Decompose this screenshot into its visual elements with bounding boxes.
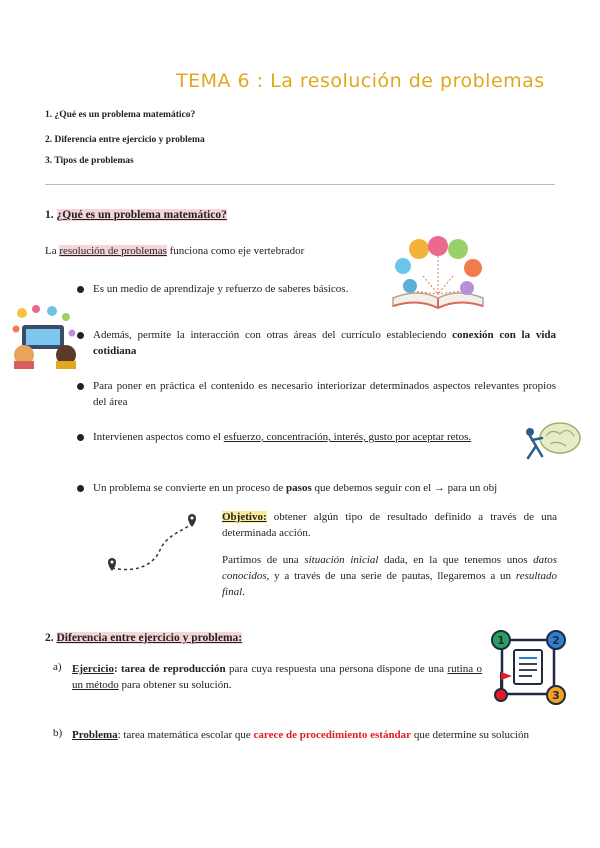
steps-icon <box>488 628 570 708</box>
ejercicio-text-1: para cuya respuesta una persona dispone de una <box>225 663 448 675</box>
path-illustration <box>100 512 210 582</box>
bullet-5-bold: pasos <box>286 482 312 494</box>
partimos-paragraph <box>222 552 557 600</box>
bullet-dot <box>77 332 84 339</box>
bullet-2-text: Además, permite la interacción con otras áreas del currículo estableciendo <box>93 329 453 341</box>
item-a-ejercicio <box>72 661 482 693</box>
ejercicio-text-2: para obtener su solución. <box>118 679 232 691</box>
bullet-1: Es un medio de aprendizaje y refuerzo de saberes básicos. <box>93 283 349 295</box>
brain-push-illustration <box>516 418 584 464</box>
bullet-5-text: Un problema se convierte en un proceso de <box>93 482 287 494</box>
bullet-2 <box>93 327 556 359</box>
toc-item-2: 2. Diferencia entre ejercicio y problema <box>45 135 205 145</box>
step-2-number: 2 <box>552 634 560 647</box>
objetivo-paragraph <box>222 509 557 541</box>
section1-number: 1. <box>45 209 54 221</box>
bullet-4-text: Intervienen aspectos como el <box>93 431 224 443</box>
partimos-italic-2: datos conocidos <box>222 554 557 582</box>
item-b-problema <box>72 727 557 743</box>
objetivo-text: obtener algún tipo de resultado definido a través de una determinada acción. <box>222 511 557 539</box>
brain-book-illustration <box>383 236 493 316</box>
toc-item-3: 3. Tipos de problemas <box>45 156 134 166</box>
bullet-3: Para poner en práctica el contenido es necesario interiorizar determinados aspectos relevantes propios del área <box>93 380 556 408</box>
partimos-text-3: , y a través de una serie de pautas, llegaremos a un <box>266 570 516 582</box>
problema-text-1: : tarea matemática escolar que <box>117 729 254 741</box>
bullet-dot <box>77 485 84 492</box>
bullet-4-underlined: esfuerzo, concentración, interés, gusto por aceptar retos. <box>223 431 472 443</box>
ejercicio-bold: : tarea de reproducción <box>113 663 226 675</box>
bullet-5-post: que debemos seguir con el → para un obj <box>311 482 498 494</box>
problema-red-text: carece de procedimiento estándar <box>253 729 412 741</box>
objetivo-label: Objetivo: <box>222 511 267 523</box>
partimos-italic-1: situación inicial <box>304 554 379 566</box>
problema-text-2: que determine su solución <box>411 729 529 741</box>
intro-post: funciona como eje vertebrador <box>166 245 305 257</box>
bullet-4 <box>93 429 508 445</box>
intro-highlight: resolución de problemas <box>59 245 167 257</box>
intro-pre: La <box>45 245 60 257</box>
divider <box>45 184 555 185</box>
partimos-text-2: dada, en la que tenemos unos <box>378 554 534 566</box>
bullet-5 <box>93 480 563 496</box>
problema-label: Problema <box>72 729 118 741</box>
partimos-text-4: . <box>242 586 245 598</box>
bullet-2-bold: conexión con la vida cotidiana <box>93 329 556 357</box>
toc-item-1: 1. ¿Qué es un problema matemático? <box>45 110 196 120</box>
partimos-text-1: Partimos de una <box>222 554 305 566</box>
partimos-italic-3: resultado final <box>222 570 557 598</box>
section1-intro <box>45 245 304 257</box>
section2-title: Diferencia entre ejercicio y problema: <box>56 632 243 644</box>
section2-number: 2. <box>45 632 54 644</box>
ejercicio-label: Ejercicio <box>72 663 114 675</box>
bullet-dot <box>77 286 84 293</box>
page-title: TEMA 6 : La resolución de problemas <box>176 70 545 92</box>
item-a-marker: a) <box>53 661 62 673</box>
ejercicio-underlined: rutina o un método <box>72 663 482 691</box>
bullet-dot <box>77 434 84 441</box>
step-1-number: 1 <box>497 634 505 647</box>
bullet-dot <box>77 383 84 390</box>
section1-heading <box>45 209 227 221</box>
item-b-marker: b) <box>53 727 63 739</box>
section1-title: ¿Qué es un problema matemático? <box>56 209 227 221</box>
section2-heading <box>45 632 242 644</box>
kids-illustration <box>12 303 78 369</box>
step-3-number: 3 <box>552 689 560 702</box>
